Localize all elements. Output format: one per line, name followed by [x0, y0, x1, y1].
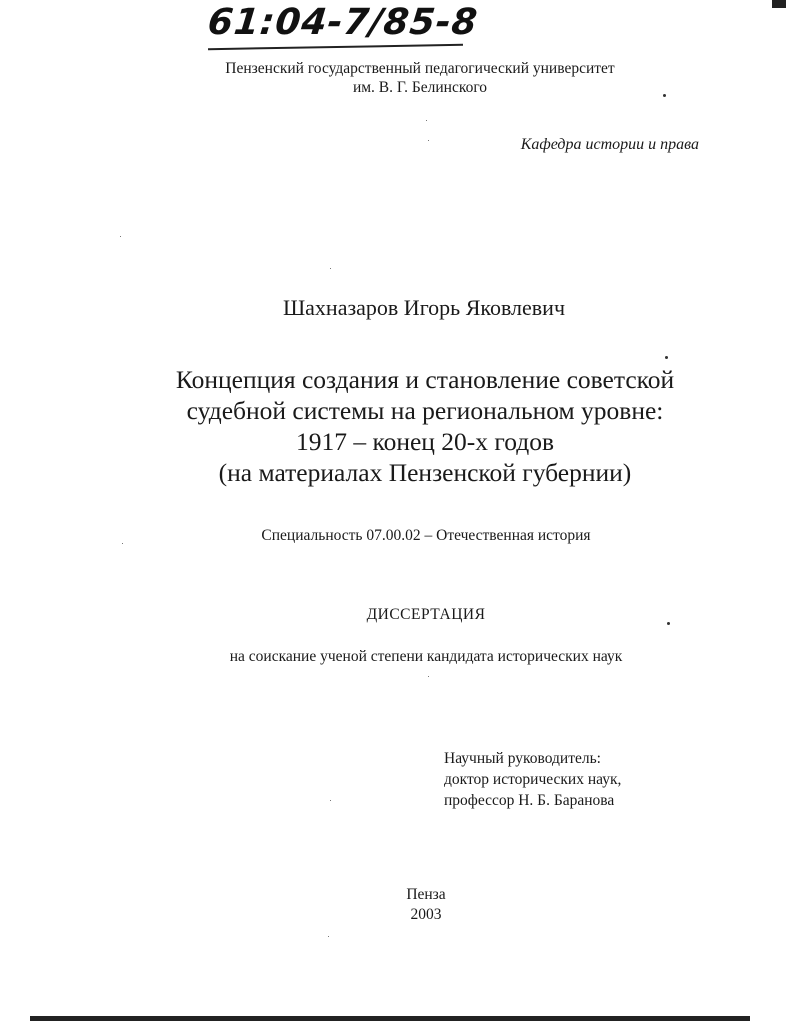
scan-bottom-edge: [30, 1016, 750, 1021]
degree-line: на соискание ученой степени кандидата исторических наук: [229, 648, 623, 665]
university-header: [100, 59, 740, 97]
year: 2003: [410, 906, 442, 923]
scan-speck: [330, 800, 331, 801]
supervisor-label: Научный руководитель:: [444, 750, 601, 767]
title-line-1: Концепция создания и становление советской: [175, 365, 675, 394]
scientific-supervisor: [444, 748, 621, 811]
author-name: Шахназаров Игорь Яковлевич: [282, 295, 566, 320]
supervisor-name: профессор Н. Б. Баранова: [444, 792, 615, 809]
scan-speck: [428, 140, 429, 141]
stamp-underline: [208, 44, 463, 50]
scan-speck: [328, 936, 329, 937]
scan-speck: [663, 94, 666, 97]
title-line-3: 1917 – конец 20-х годов: [295, 427, 555, 456]
scan-speck: [120, 236, 121, 237]
university-name: Пензенский государственный педагогический университет: [225, 60, 615, 77]
scan-speck: [667, 622, 670, 625]
supervisor-degree: доктор исторических наук,: [444, 771, 622, 788]
scan-speck: [428, 676, 429, 677]
city: Пенза: [406, 886, 446, 903]
scan-speck: [665, 356, 668, 359]
handwritten-archive-stamp: 61:04-7/85-8: [205, 2, 480, 43]
scan-corner-mark: [772, 0, 786, 8]
dissertation-title: [50, 364, 791, 488]
document-type: ДИССЕРТАЦИЯ: [366, 606, 486, 623]
department-name: Кафедра истории и права: [520, 136, 699, 153]
scan-speck: [426, 120, 427, 121]
scan-speck: [330, 268, 331, 269]
title-line-4: (на материалах Пензенской губернии): [218, 458, 632, 487]
university-named-after: им. В. Г. Белинского: [352, 79, 488, 96]
place-and-year: [0, 885, 791, 925]
scan-speck: [122, 543, 123, 544]
title-line-2: судебной системы на региональном уровне:: [186, 396, 664, 425]
specialty-line: Специальность 07.00.02 – Отечественная история: [261, 527, 591, 544]
